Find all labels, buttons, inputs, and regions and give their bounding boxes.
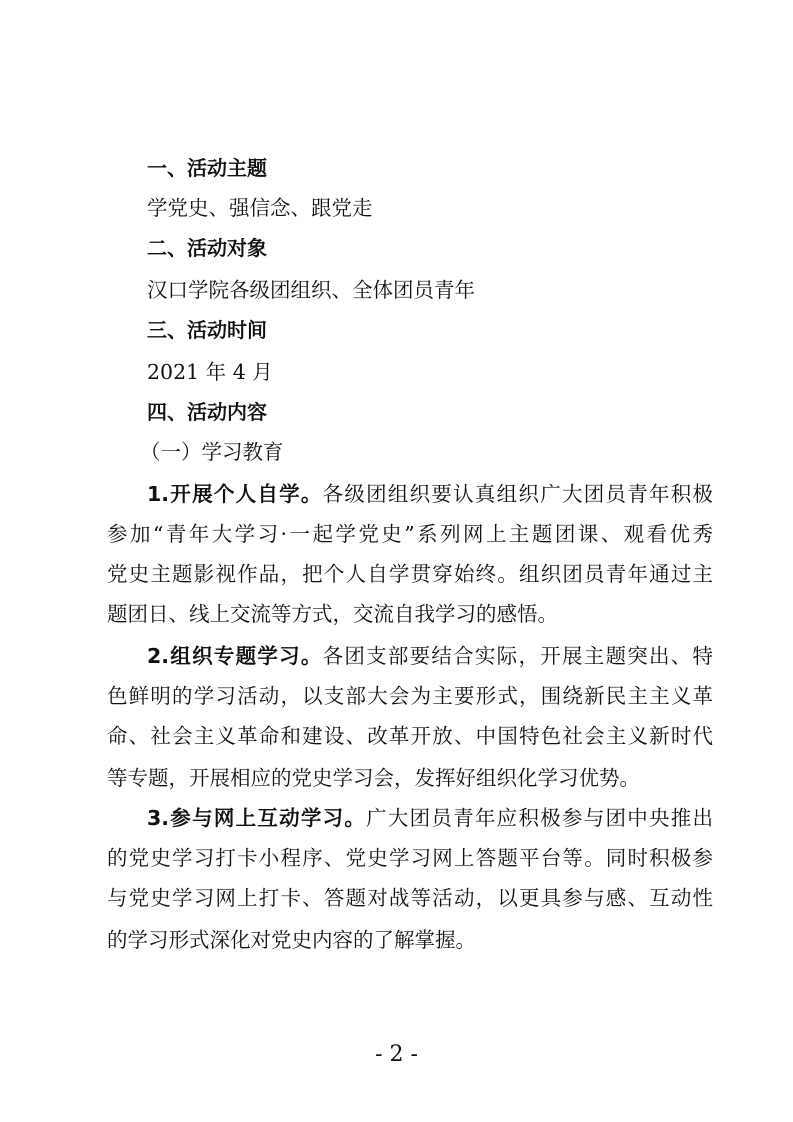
item-3-line-2: 的党史学习打卡小程序、党史学习网上答题平台等。同时积极参 (107, 846, 713, 870)
subsection-heading: （一）学习教育 (140, 440, 284, 464)
item-3-line-3: 与党史学习网上打卡、答题对战等活动，以更具参与感、互动性 (107, 886, 713, 910)
item-1-first-line (147, 480, 713, 508)
item-3-line-4: 的学习形式深化对党史内容的了解掌握。 (107, 928, 476, 952)
item-2-line-3: 命、社会主义革命和建设、改革开放、中国特色社会主义新时代 (107, 724, 713, 748)
item-1-line-4: 题团日、线上交流等方式，交流自我学习的感悟。 (107, 602, 558, 626)
section-heading-target: 二、活动对象 (147, 236, 267, 260)
item-3-first-line (147, 804, 713, 832)
item-3-lead: 3.参与网上互动学习。 (147, 806, 367, 830)
item-2-lead: 2.组织专题学习。 (147, 644, 323, 668)
item-1-lead: 1.开展个人自学。 (147, 482, 323, 506)
item-1-line-2: 参加“青年大学习·一起学党史”系列网上主题团课、观看优秀 (107, 522, 713, 546)
item-1-line-3: 党史主题影视作品，把个人自学贯穿始终。组织团员青年通过主 (107, 562, 713, 586)
item-2-line-2: 色鲜明的学习活动，以支部大会为主要形式，围绕新民主主义革 (107, 684, 713, 708)
section-heading-content: 四、活动内容 (147, 400, 267, 424)
item-2-text: 各团支部要结合实际，开展主题突出、特 (322, 644, 714, 668)
section-body-time: 2021 年 4 月 (147, 360, 273, 384)
item-2-first-line (147, 642, 713, 670)
section-body-theme: 学党史、强信念、跟党走 (147, 196, 373, 220)
section-heading-theme: 一、活动主题 (147, 156, 267, 180)
page-number: - 2 - (375, 1042, 418, 1067)
item-1-text: 各级团组织要认真组织广大团员青年积极 (322, 482, 714, 506)
item-3-text: 广大团员青年应积极参与团中央推出 (366, 806, 714, 830)
section-body-target: 汉口学院各级团组织、全体团员青年 (147, 278, 475, 302)
section-heading-time: 三、活动时间 (147, 318, 267, 342)
item-2-line-4: 等专题，开展相应的党史学习会，发挥好组织化学习优势。 (107, 766, 640, 790)
